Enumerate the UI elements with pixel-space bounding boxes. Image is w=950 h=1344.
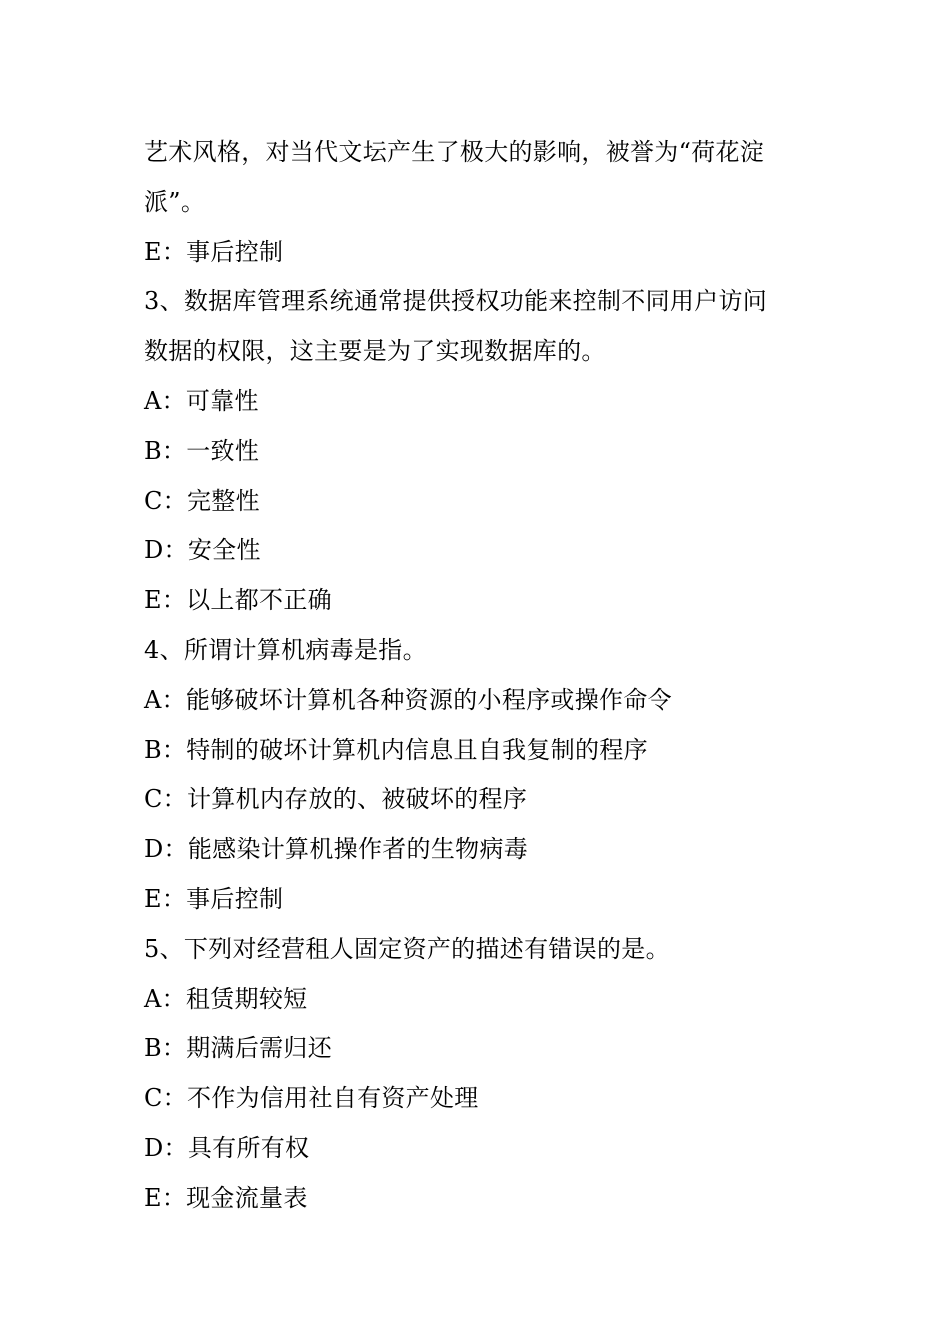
option-line: D：具有所有权 [144, 1133, 310, 1162]
question-line: 3、数据库管理系统通常提供授权功能来控制不同用户访问 [144, 287, 768, 316]
option-line: C：完整性 [144, 486, 260, 515]
option-line: C：不作为信用社自有资产处理 [144, 1084, 479, 1113]
option-line: D：安全性 [144, 536, 261, 565]
option-line: E：现金流量表 [144, 1183, 308, 1212]
text-line: 艺术风格，对当代文坛产生了极大的影响，被誉为“荷花淀 [144, 138, 765, 166]
option-line: A：能够破坏计算机各种资源的小程序或操作命令 [144, 685, 672, 714]
question-line: 4、所谓计算机病毒是指。 [144, 635, 427, 664]
option-line: B：一致性 [144, 436, 260, 465]
option-line: E：事后控制 [144, 237, 284, 266]
option-line: E：事后控制 [144, 884, 284, 913]
option-line: D：能感染计算机操作者的生物病毒 [144, 835, 529, 864]
option-line: C：计算机内存放的、被破坏的程序 [144, 785, 528, 814]
option-line: A：租赁期较短 [144, 984, 308, 1013]
option-line: B：特制的破坏计算机内信息且自我复制的程序 [144, 735, 648, 764]
text-line: 派”。 [144, 187, 206, 216]
document-body [144, 128, 810, 1224]
question-line: 5、下列对经营租人固定资产的描述有错误的是。 [144, 934, 670, 963]
question-line: 数据的权限，这主要是为了实现数据库的。 [144, 337, 606, 366]
option-line: E：以上都不正确 [144, 586, 332, 615]
option-line: A：可靠性 [144, 386, 259, 415]
option-line: B：期满后需归还 [144, 1034, 333, 1063]
